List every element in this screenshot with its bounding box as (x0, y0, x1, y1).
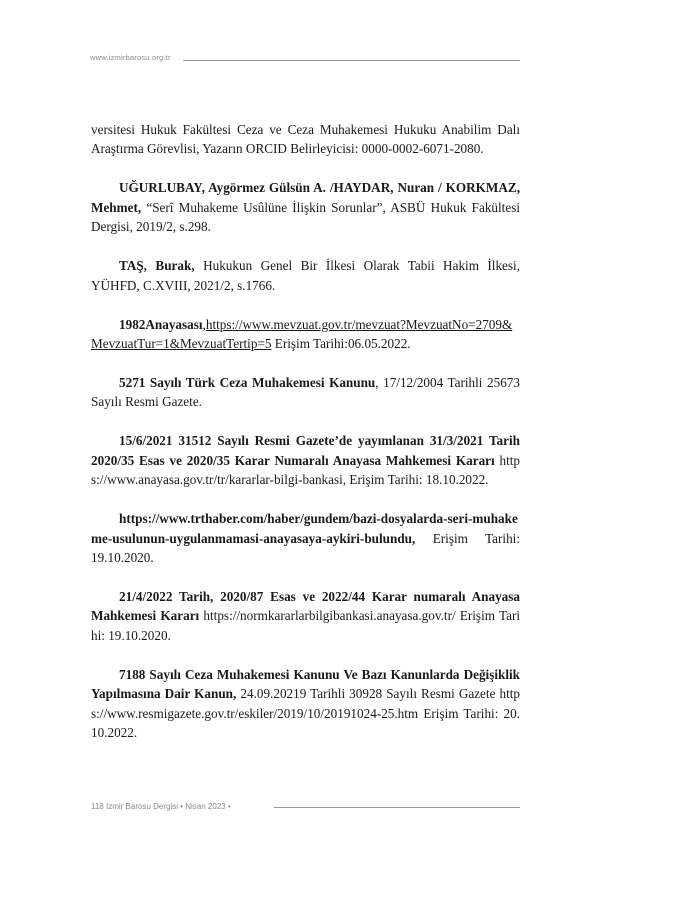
reference-item (91, 315, 520, 354)
reference-item (91, 509, 520, 567)
reference-item (91, 587, 520, 645)
reference-link[interactable]: https://www.mevzuat.gov.tr/mevzuat?MevzuatNo=2709&MevzuatTur=1&MevzuatTertip=5 (91, 316, 513, 352)
reference-title: 1982Anayasası (119, 316, 203, 332)
reference-author: TAŞ, Burak, (119, 258, 195, 274)
footer-text: 118 İzmir Barosu Dergisi • Nisan 2023 • (91, 802, 231, 811)
reference-title: 7188 Sayılı Ceza Muhakemesi Kanunu Ve Bazı Kanunlarda Değişiklik Yapılmasına Dair Kanun, (91, 666, 520, 702)
references-list (91, 120, 520, 743)
reference-text: 24.09.20219 Tarihli 30928 Sayılı Resmi Gazete https://www.resmigazete.gov.tr/eskiler/2019/10/20191024-25.htm Erişim Tarihi: 20.10.2022. (91, 686, 520, 741)
page-header (90, 53, 520, 65)
reference-item (91, 665, 520, 743)
reference-title: 21/4/2022 Tarih, 2020/87 Esas ve 2022/44 Karar numaralı Anayasa Mahkemesi Kararı (91, 589, 520, 624)
footer-rule (274, 807, 520, 808)
reference-text: “Serî Muhakeme Usûlüne İlişkin Sorunlar”, ASBÜ Hukuk Fakültesi Dergisi, 2019/2, s.298. (91, 199, 520, 235)
reference-title: 15/6/2021 31512 Sayılı Resmi Gazete’de yayımlanan 31/3/2021 Tarih 2020/35 Esas ve 2020/35 Karar Numaralı Anayasa Mahkemesi Kararı (91, 433, 520, 468)
reference-author: UĞURLUBAY, Aygörmez Gülsün A. /HAYDAR, Nuran / KORKMAZ, Mehmet, (91, 180, 520, 215)
page-footer (91, 802, 520, 814)
reference-text: https://normkararlarbilgibankasi.anayasa.gov.tr/ Erişim Tarihi: 19.10.2020. (91, 608, 520, 643)
reference-text: https://www.anayasa.gov.tr/tr/kararlar-bilgi-bankasi, Erişim Tarihi: 18.10.2022. (91, 452, 521, 488)
header-rule (183, 60, 520, 61)
reference-item (91, 178, 520, 236)
reference-text: Erişim Tarihi:06.05.2022. (271, 336, 411, 352)
reference-text: , 17/12/2004 Tarihli 25673 Sayılı Resmi Gazete. (91, 375, 520, 410)
reference-item (91, 431, 520, 489)
reference-item (91, 373, 520, 412)
reference-continuation (91, 120, 520, 159)
reference-text: versitesi Hukuk Fakültesi Ceza ve Ceza Muhakemesi Hukuku Anabilim Dalı Araştırma Görevlisi, Yazarın ORCID Belirleyicisi: 0000-0002-6071-2080. (91, 122, 520, 157)
reference-text: Erişim Tarihi: 19.10.2020. (91, 530, 520, 566)
header-url: www.izmirbarosu.org.tr (90, 53, 171, 62)
reference-title: https://www.trthaber.com/haber/gundem/bazi-dosyalarda-seri-muhakeme-usulunun-uygulanmamasi-anayasaya-aykiri-bulundu, (91, 511, 518, 546)
reference-item (91, 256, 520, 295)
reference-text: Hukukun Genel Bir İlkesi Olarak Tabii Hakim İlkesi, YÜHFD, C.XVIII, 2021/2, s.1766. (91, 258, 520, 293)
reference-separator: , (202, 316, 206, 332)
reference-title: 5271 Sayılı Türk Ceza Muhakemesi Kanunu (119, 375, 376, 391)
